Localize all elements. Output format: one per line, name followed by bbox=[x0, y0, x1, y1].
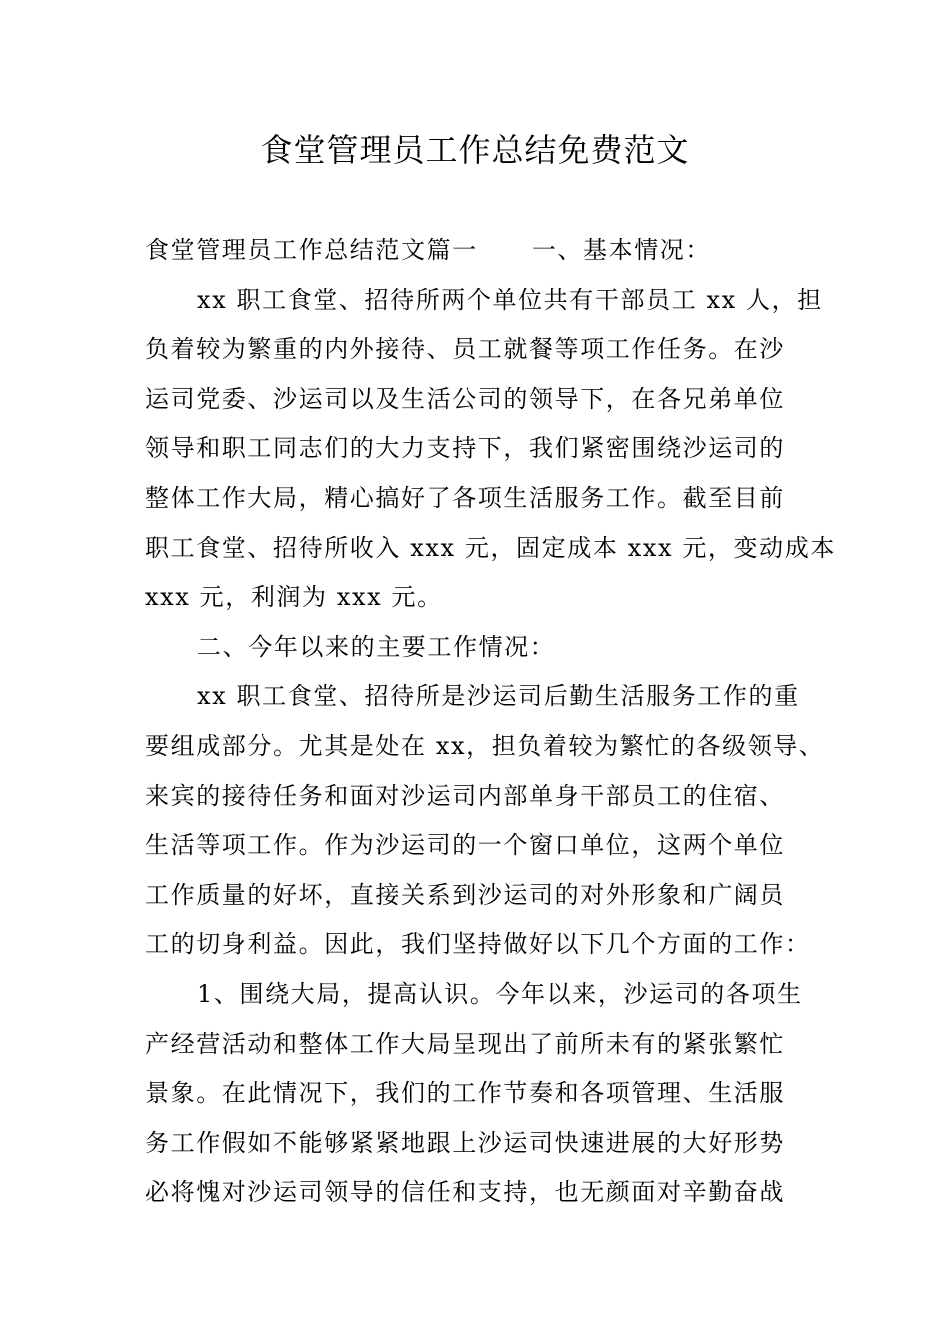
section-heading-main-work: 二、今年以来的主要工作情况： bbox=[197, 632, 556, 661]
paragraph-line: xx 职工食堂、招待所是沙运司后勤生活服务工作的重 bbox=[197, 682, 800, 711]
paragraph-line: 整体工作大局，精心搞好了各项生活服务工作。截至目前 bbox=[145, 483, 785, 512]
section-heading-line bbox=[145, 226, 813, 276]
paragraph-line: 工作质量的好坏，直接关系到沙运司的对外形象和广阔员 bbox=[145, 880, 785, 909]
paragraph-line: 必将愧对沙运司领导的信任和支持，也无颜面对辛勤奋战 bbox=[145, 1178, 785, 1207]
paragraph-line: 要组成部分。尤其是处在 xx，担负着较为繁忙的各级领导、 bbox=[145, 731, 825, 760]
document-title: 食堂管理员工作总结免费范文 bbox=[260, 131, 690, 169]
paragraph-line: 生活等项工作。作为沙运司的一个窗口单位，这两个单位 bbox=[145, 831, 785, 860]
paragraph-line: 1、围绕大局，提高认识。今年以来，沙运司的各项生 bbox=[197, 979, 803, 1008]
paragraph-line: 景象。在此情况下，我们的工作节奏和各项管理、生活服 bbox=[145, 1079, 785, 1108]
paragraph-line: 负着较为繁重的内外接待、员工就餐等项工作任务。在沙 bbox=[145, 335, 785, 364]
paragraph-line: 运司党委、沙运司以及生活公司的领导下，在各兄弟单位 bbox=[145, 384, 785, 413]
paragraph-line: 工的切身利益。因此，我们坚持做好以下几个方面的工作： bbox=[145, 930, 811, 959]
paragraph-line: 职工食堂、招待所收入 xxx 元，固定成本 xxx 元，变动成本 bbox=[145, 533, 836, 562]
paragraph-line: 务工作假如不能够紧紧地跟上沙运司快速进展的大好形势 bbox=[145, 1128, 785, 1157]
paragraph-line: 来宾的接待任务和面对沙运司内部单身干部员工的住宿、 bbox=[145, 781, 785, 810]
paragraph-line: xxx 元，利润为 xxx 元。 bbox=[145, 583, 443, 612]
article-label: 食堂管理员工作总结范文篇一 bbox=[145, 236, 478, 264]
paragraph-line: xx 职工食堂、招待所两个单位共有干部员工 xx 人，担 bbox=[197, 285, 823, 314]
document-body bbox=[145, 226, 836, 1218]
paragraph-line: 领导和职工同志们的大力支持下，我们紧密围绕沙运司的 bbox=[145, 434, 785, 463]
paragraph-line: 产经营活动和整体工作大局呈现出了前所未有的紧张繁忙 bbox=[145, 1029, 785, 1058]
section-heading-basic-situation: 一、基本情况： bbox=[531, 236, 712, 264]
